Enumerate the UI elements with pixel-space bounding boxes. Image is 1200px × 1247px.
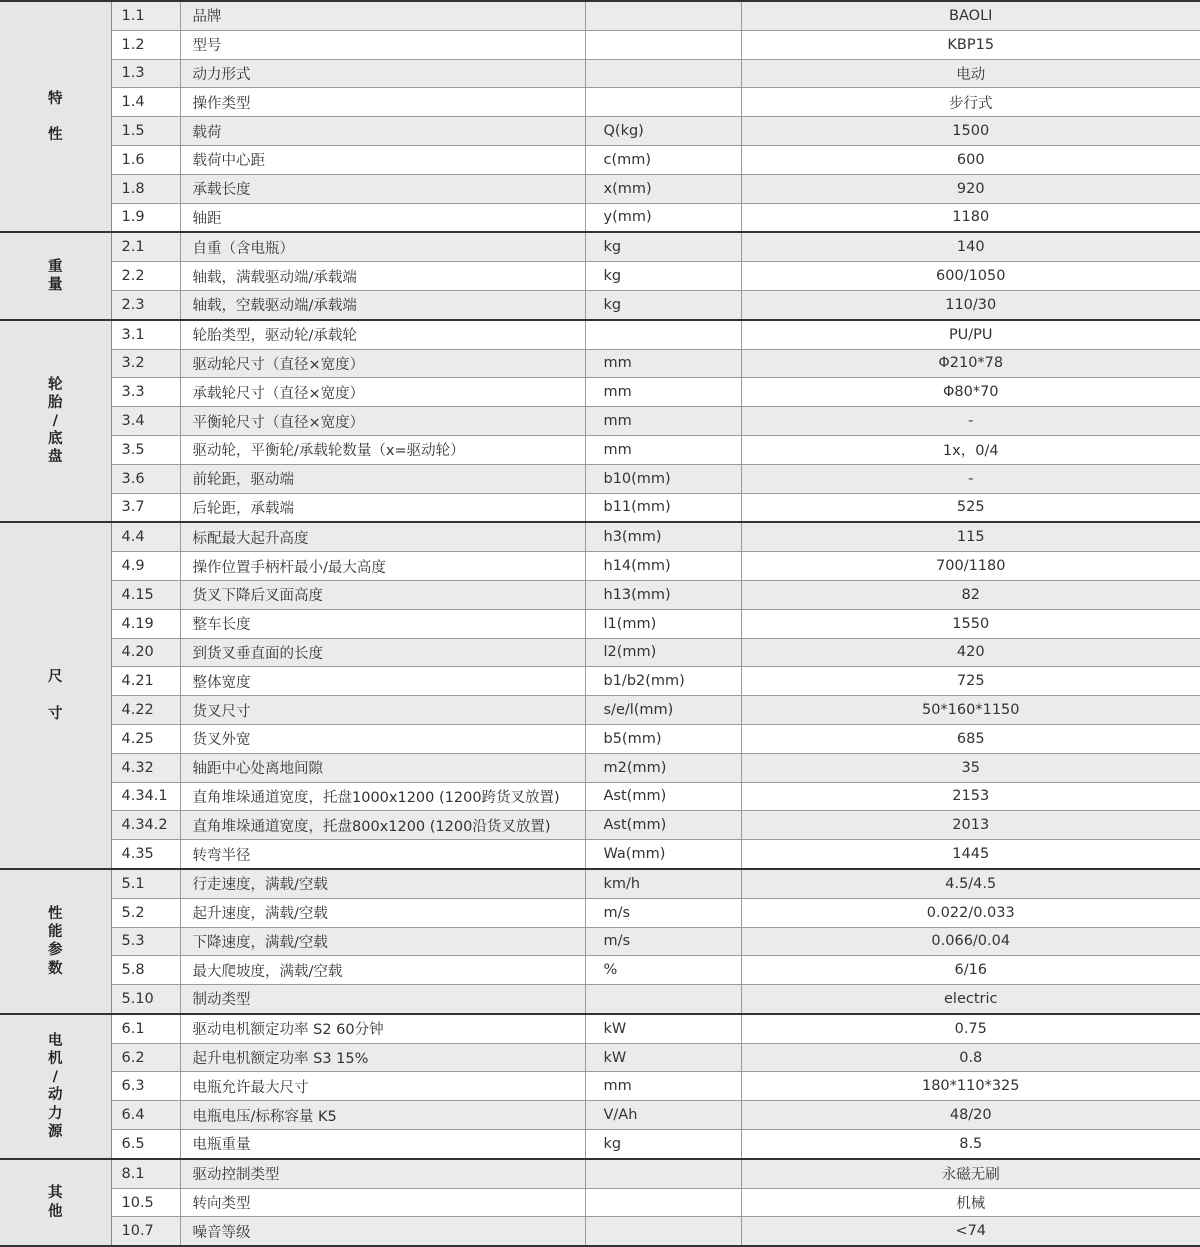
item-name: 轴距中心处离地间隙 — [180, 753, 585, 782]
table-row — [0, 898, 1200, 927]
row-number: 4.25 — [111, 724, 180, 753]
category-cell — [0, 320, 111, 523]
item-value: 1180 — [741, 203, 1200, 232]
item-value: 920 — [741, 174, 1200, 203]
table-row — [0, 1043, 1200, 1072]
table-row — [0, 985, 1200, 1014]
row-number: 1.6 — [111, 145, 180, 174]
item-value: KBP15 — [741, 30, 1200, 59]
item-value: 685 — [741, 724, 1200, 753]
table-row — [0, 927, 1200, 956]
category-label: 性 能 参 数 — [48, 906, 63, 977]
item-name: 轴载，满载驱动端/承载端 — [180, 262, 585, 291]
row-number: 4.4 — [111, 522, 180, 551]
row-number: 4.34.2 — [111, 811, 180, 840]
table-row — [0, 349, 1200, 378]
item-value: 1500 — [741, 117, 1200, 146]
item-name: 制动类型 — [180, 985, 585, 1014]
table-row — [0, 88, 1200, 117]
item-name: 电瓶电压/标称容量 K5 — [180, 1101, 585, 1130]
item-unit — [585, 320, 741, 349]
item-name: 载荷 — [180, 117, 585, 146]
row-number: 1.1 — [111, 1, 180, 30]
item-value: <74 — [741, 1217, 1200, 1246]
item-unit — [585, 59, 741, 88]
item-value: 1x，0/4 — [741, 435, 1200, 464]
table-row — [0, 811, 1200, 840]
item-value: 725 — [741, 667, 1200, 696]
item-unit: b11(mm) — [585, 493, 741, 522]
item-name: 型号 — [180, 30, 585, 59]
item-name: 标配最大起升高度 — [180, 522, 585, 551]
row-number: 6.3 — [111, 1072, 180, 1101]
item-name: 电瓶允许最大尺寸 — [180, 1072, 585, 1101]
item-name: 自重（含电瓶） — [180, 232, 585, 261]
table-row — [0, 1130, 1200, 1159]
row-number: 3.7 — [111, 493, 180, 522]
item-value: 6/16 — [741, 956, 1200, 985]
table-row — [0, 30, 1200, 59]
table-row — [0, 203, 1200, 232]
row-number: 1.8 — [111, 174, 180, 203]
item-unit — [585, 1159, 741, 1188]
row-number: 6.2 — [111, 1043, 180, 1072]
category-cell — [0, 232, 111, 319]
row-number: 2.2 — [111, 262, 180, 291]
item-unit: m2(mm) — [585, 753, 741, 782]
table-row — [0, 840, 1200, 869]
row-number: 4.22 — [111, 696, 180, 725]
item-value: 35 — [741, 753, 1200, 782]
item-unit — [585, 1217, 741, 1246]
item-value: Φ210*78 — [741, 349, 1200, 378]
category-label: 电 机 / 动 力 源 — [48, 1033, 63, 1140]
item-name: 货叉下降后叉面高度 — [180, 580, 585, 609]
row-number: 3.2 — [111, 349, 180, 378]
item-name: 承载轮尺寸（直径×宽度） — [180, 378, 585, 407]
item-unit — [585, 1188, 741, 1217]
table-row — [0, 117, 1200, 146]
item-name: 电瓶重量 — [180, 1130, 585, 1159]
table-row — [0, 493, 1200, 522]
item-name: 前轮距，驱动端 — [180, 464, 585, 493]
table-row — [0, 1072, 1200, 1101]
item-name: 平衡轮尺寸（直径×宽度） — [180, 407, 585, 436]
row-number: 8.1 — [111, 1159, 180, 1188]
table-row — [0, 1188, 1200, 1217]
item-name: 直角堆垛通道宽度，托盘800x1200 (1200沿货叉放置) — [180, 811, 585, 840]
item-value: 525 — [741, 493, 1200, 522]
category-label: 轮 胎 / 底 盘 — [48, 376, 63, 466]
item-unit: V/Ah — [585, 1101, 741, 1130]
table-row — [0, 522, 1200, 551]
row-number: 3.4 — [111, 407, 180, 436]
item-value: 110/30 — [741, 290, 1200, 319]
item-value: 48/20 — [741, 1101, 1200, 1130]
category-cell — [0, 1159, 111, 1246]
item-unit — [585, 985, 741, 1014]
item-value: 8.5 — [741, 1130, 1200, 1159]
table-row — [0, 753, 1200, 782]
table-row — [0, 1101, 1200, 1130]
table-row — [0, 232, 1200, 261]
item-unit: kg — [585, 262, 741, 291]
item-name: 转向类型 — [180, 1188, 585, 1217]
item-value: 1445 — [741, 840, 1200, 869]
item-name: 轮胎类型，驱动轮/承载轮 — [180, 320, 585, 349]
item-name: 动力形式 — [180, 59, 585, 88]
item-unit: kW — [585, 1043, 741, 1072]
item-value: 0.75 — [741, 1014, 1200, 1043]
table-row — [0, 869, 1200, 898]
item-unit: kg — [585, 290, 741, 319]
item-unit: Q(kg) — [585, 117, 741, 146]
item-value: 电动 — [741, 59, 1200, 88]
item-name: 到货叉垂直面的长度 — [180, 638, 585, 667]
row-number: 6.1 — [111, 1014, 180, 1043]
item-value: 115 — [741, 522, 1200, 551]
row-number: 5.8 — [111, 956, 180, 985]
row-number: 1.3 — [111, 59, 180, 88]
item-name: 驱动轮尺寸（直径×宽度） — [180, 349, 585, 378]
row-number: 2.1 — [111, 232, 180, 261]
item-unit: mm — [585, 435, 741, 464]
item-name: 承载长度 — [180, 174, 585, 203]
table-row — [0, 1159, 1200, 1188]
item-unit: b1/b2(mm) — [585, 667, 741, 696]
item-value: 2153 — [741, 782, 1200, 811]
item-unit: h3(mm) — [585, 522, 741, 551]
category-label: 其 他 — [48, 1185, 63, 1220]
category-cell — [0, 1, 111, 232]
row-number: 4.20 — [111, 638, 180, 667]
item-value: 1550 — [741, 609, 1200, 638]
item-unit: s/e/l(mm) — [585, 696, 741, 725]
item-name: 行走速度，满载/空载 — [180, 869, 585, 898]
item-value: PU/PU — [741, 320, 1200, 349]
table-row — [0, 1, 1200, 30]
category-cell — [0, 522, 111, 869]
item-unit: b10(mm) — [585, 464, 741, 493]
table-row — [0, 580, 1200, 609]
row-number: 5.1 — [111, 869, 180, 898]
table-row — [0, 378, 1200, 407]
item-name: 操作位置手柄杆最小/最大高度 — [180, 552, 585, 581]
table-row — [0, 1217, 1200, 1246]
item-name: 最大爬坡度，满载/空载 — [180, 956, 585, 985]
item-name: 下降速度，满载/空载 — [180, 927, 585, 956]
category-cell — [0, 1014, 111, 1159]
row-number: 4.35 — [111, 840, 180, 869]
table-row — [0, 782, 1200, 811]
item-name: 驱动轮，平衡轮/承载轮数量（x=驱动轮） — [180, 435, 585, 464]
item-unit: h13(mm) — [585, 580, 741, 609]
item-value: 2013 — [741, 811, 1200, 840]
item-unit: m/s — [585, 898, 741, 927]
item-name: 起升速度，满载/空载 — [180, 898, 585, 927]
item-name: 整体宽度 — [180, 667, 585, 696]
row-number: 1.5 — [111, 117, 180, 146]
category-cell — [0, 869, 111, 1014]
item-name: 操作类型 — [180, 88, 585, 117]
item-unit — [585, 88, 741, 117]
item-unit: h14(mm) — [585, 552, 741, 581]
row-number: 6.5 — [111, 1130, 180, 1159]
table-row — [0, 956, 1200, 985]
item-name: 直角堆垛通道宽度，托盘1000x1200 (1200跨货叉放置) — [180, 782, 585, 811]
item-value: 0.8 — [741, 1043, 1200, 1072]
item-value: 600 — [741, 145, 1200, 174]
row-number: 5.2 — [111, 898, 180, 927]
row-number: 3.3 — [111, 378, 180, 407]
item-unit: km/h — [585, 869, 741, 898]
item-value: 420 — [741, 638, 1200, 667]
row-number: 2.3 — [111, 290, 180, 319]
item-unit: b5(mm) — [585, 724, 741, 753]
item-name: 轴距 — [180, 203, 585, 232]
row-number: 1.4 — [111, 88, 180, 117]
table-row — [0, 407, 1200, 436]
table-row — [0, 262, 1200, 291]
row-number: 4.15 — [111, 580, 180, 609]
item-unit: Ast(mm) — [585, 811, 741, 840]
item-unit: kW — [585, 1014, 741, 1043]
spec-table-body — [0, 1, 1200, 1246]
item-value: 永磁无刷 — [741, 1159, 1200, 1188]
item-value: 0.022/0.033 — [741, 898, 1200, 927]
item-unit: Ast(mm) — [585, 782, 741, 811]
item-name: 货叉尺寸 — [180, 696, 585, 725]
item-unit: mm — [585, 407, 741, 436]
table-row — [0, 145, 1200, 174]
table-row — [0, 638, 1200, 667]
item-name: 转弯半径 — [180, 840, 585, 869]
item-unit: l1(mm) — [585, 609, 741, 638]
row-number: 10.5 — [111, 1188, 180, 1217]
item-value: 180*110*325 — [741, 1072, 1200, 1101]
item-name: 货叉外宽 — [180, 724, 585, 753]
table-row — [0, 59, 1200, 88]
item-name: 驱动电机额定功率 S2 60分钟 — [180, 1014, 585, 1043]
item-name: 品牌 — [180, 1, 585, 30]
table-row — [0, 290, 1200, 319]
item-name: 后轮距，承载端 — [180, 493, 585, 522]
table-row — [0, 435, 1200, 464]
item-unit: m/s — [585, 927, 741, 956]
category-label: 尺 寸 — [48, 669, 63, 722]
item-unit: l2(mm) — [585, 638, 741, 667]
row-number: 3.6 — [111, 464, 180, 493]
item-name: 噪音等级 — [180, 1217, 585, 1246]
item-unit — [585, 30, 741, 59]
table-row — [0, 320, 1200, 349]
item-value: - — [741, 464, 1200, 493]
item-value: 140 — [741, 232, 1200, 261]
item-value: electric — [741, 985, 1200, 1014]
item-name: 载荷中心距 — [180, 145, 585, 174]
table-row — [0, 724, 1200, 753]
table-row — [0, 667, 1200, 696]
row-number: 4.9 — [111, 552, 180, 581]
item-value: BAOLI — [741, 1, 1200, 30]
item-value: Φ80*70 — [741, 378, 1200, 407]
table-row — [0, 464, 1200, 493]
item-name: 驱动控制类型 — [180, 1159, 585, 1188]
item-unit: kg — [585, 1130, 741, 1159]
item-value: 600/1050 — [741, 262, 1200, 291]
row-number: 4.34.1 — [111, 782, 180, 811]
row-number: 6.4 — [111, 1101, 180, 1130]
item-value: 50*160*1150 — [741, 696, 1200, 725]
item-value: 机械 — [741, 1188, 1200, 1217]
item-unit — [585, 1, 741, 30]
table-row — [0, 696, 1200, 725]
item-value: 700/1180 — [741, 552, 1200, 581]
item-unit: c(mm) — [585, 145, 741, 174]
row-number: 3.1 — [111, 320, 180, 349]
table-row — [0, 552, 1200, 581]
row-number: 4.19 — [111, 609, 180, 638]
item-value: 82 — [741, 580, 1200, 609]
item-unit: % — [585, 956, 741, 985]
item-name: 起升电机额定功率 S3 15% — [180, 1043, 585, 1072]
row-number: 1.2 — [111, 30, 180, 59]
item-unit: mm — [585, 1072, 741, 1101]
table-row — [0, 1014, 1200, 1043]
row-number: 4.32 — [111, 753, 180, 782]
row-number: 5.3 — [111, 927, 180, 956]
item-unit: kg — [585, 232, 741, 261]
table-row — [0, 609, 1200, 638]
item-name: 整车长度 — [180, 609, 585, 638]
table-row — [0, 174, 1200, 203]
item-value: 0.066/0.04 — [741, 927, 1200, 956]
row-number: 4.21 — [111, 667, 180, 696]
item-name: 轴载，空载驱动端/承载端 — [180, 290, 585, 319]
item-unit: Wa(mm) — [585, 840, 741, 869]
row-number: 5.10 — [111, 985, 180, 1014]
item-value: 4.5/4.5 — [741, 869, 1200, 898]
row-number: 1.9 — [111, 203, 180, 232]
category-label: 特 性 — [48, 90, 63, 143]
item-unit: mm — [585, 378, 741, 407]
row-number: 3.5 — [111, 435, 180, 464]
item-value: - — [741, 407, 1200, 436]
item-unit: y(mm) — [585, 203, 741, 232]
row-number: 10.7 — [111, 1217, 180, 1246]
item-value: 步行式 — [741, 88, 1200, 117]
category-label: 重 量 — [48, 258, 63, 294]
item-unit: x(mm) — [585, 174, 741, 203]
item-unit: mm — [585, 349, 741, 378]
